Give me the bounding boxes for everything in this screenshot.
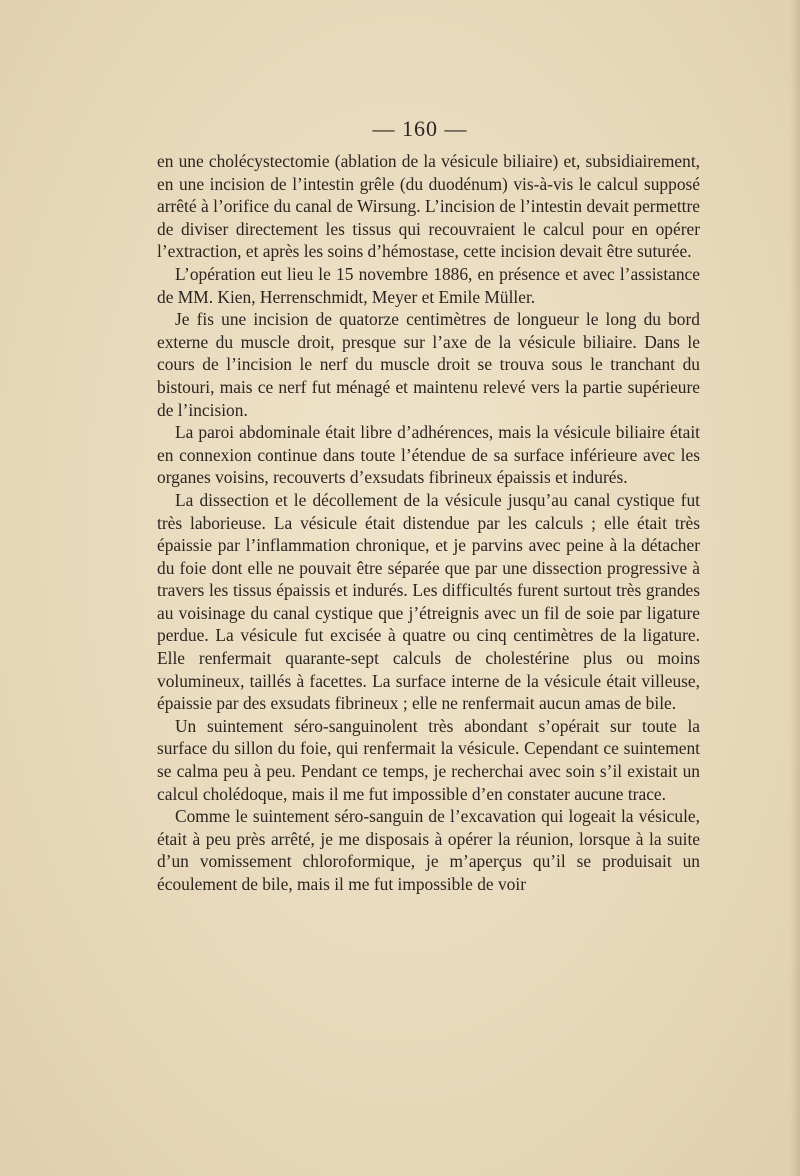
page-number: — 160 —: [372, 116, 468, 141]
paragraph-2: L’opération eut lieu le 15 novembre 1886, en présence et avec l’assistance de MM. Kien, Herrenschmidt, Meyer et Emile Müller.: [157, 263, 700, 307]
body-text: [157, 150, 700, 896]
paragraph-5: La dissection et le décollement de la vésicule jusqu’au canal cystique fut très laborieuse. La vésicule était distendue par les calculs ; elle était très épaissie par l’inflammation chronique, et je parvins avec peine à la détacher du foie dont elle ne pouvait être séparée que par une dissection progressive à travers les tissus épaissis et indurés. Les difficultés furent surtout très grandes au voisinage du canal cystique que j’étreignis avec un fil de soie par ligature perdue. La vésicule fut excisée à quatre ou cinq centimètres de la ligature. Elle renfermait quarante-sept calculs de cholestérine plus ou moins volumineux, taillés à facettes. La surface interne de la vésicule était villeuse, épaissie par des exsudats fibrineux ; elle ne renfermait aucun amas de bile.: [157, 489, 700, 714]
paragraph-3: Je fis une incision de quatorze centimètres de longueur le long du bord externe du muscle droit, presque sur l’axe de la vésicule biliaire. Dans le cours de l’incision le nerf du muscle droit se trouva sous le tranchant du bistouri, mais ce nerf fut ménagé et maintenu relevé vers la partie supérieure de l’incision.: [157, 309, 700, 420]
paragraph-4: La paroi abdominale était libre d’adhérences, mais la vésicule biliaire était en connexion continue dans toute l’étendue de sa surface inférieure avec les organes voisins, recouverts d’exsudats fibrineux épaissis et indurés.: [157, 422, 700, 488]
paragraph-6: Un suintement séro-sanguinolent très abondant s’opérait sur toute la surface du sillon du foie, qui renfermait la vésicule. Cependant ce suintement se calma peu à peu. Pendant ce temps, je recherchai avec soin s’il existait un calcul cholédoque, mais il me fut impossible d’en constater aucune trace.: [157, 715, 700, 804]
paragraph-1: en une cholécystectomie (ablation de la vésicule biliaire) et, subsidiairement, en une incision de l’intestin grêle (du duodénum) vis-à-vis le calcul supposé arrêté à l’orifice du canal de Wirsung. L’incision de l’intestin devait permettre de diviser directement les tissus qui recouvraient le calcul pour en opérer l’extraction, et après les soins d’hémostase, cette incision devait être suturée.: [157, 151, 700, 262]
page-edge-shadow: [790, 0, 800, 1176]
paragraph-7: Comme le suintement séro-sanguin de l’excavation qui logeait la vésicule, était à peu près arrêté, je me disposais à opérer la réunion, lorsque à la suite d’un vomissement chloroformique, je m’aperçus qu’il se produisait un écoulement de bile, mais il me fut impossible de voir: [157, 806, 700, 894]
